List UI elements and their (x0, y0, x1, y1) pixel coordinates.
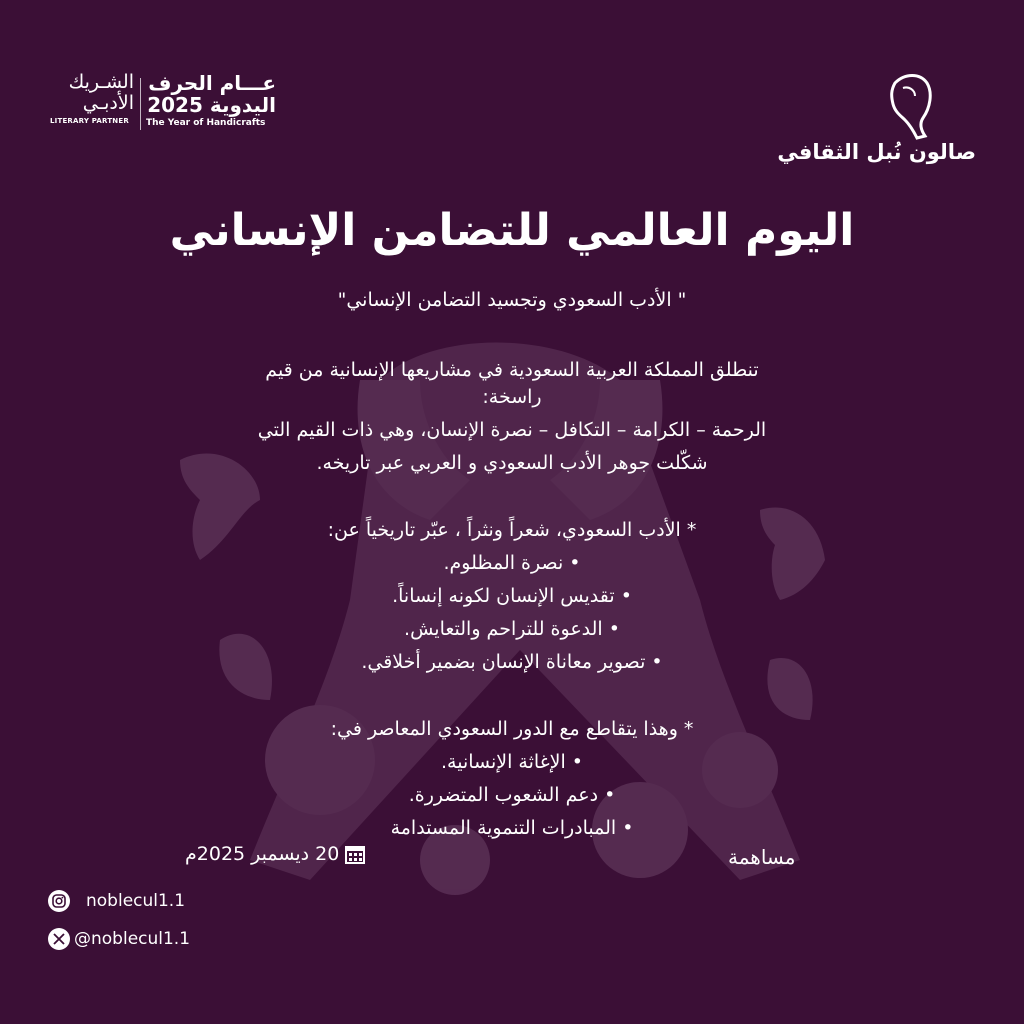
instagram-handle[interactable] (48, 890, 185, 912)
list-item: • المبادرات التنموية المستدامة (390, 817, 634, 839)
section2-heading: * وهذا يتقاطع مع الدور السعودي المعاصر في: (330, 718, 694, 740)
year-english: The Year of Handicrafts (146, 118, 266, 128)
contribution-label: مساهمة (728, 845, 796, 869)
page-title: اليوم العالمي للتضامن الإنساني (169, 205, 855, 256)
section1-heading: * الأدب السعودي، شعراً ونثراً ، عبّر تاريخياً عن: (327, 519, 697, 541)
list-item: • دعم الشعوب المتضررة. (408, 784, 616, 806)
partner-english: LITERARY PARTNER (50, 117, 129, 125)
calendar-icon (345, 844, 365, 864)
year-line-1: عـــام الحرف (148, 71, 276, 95)
year-line-2: اليدوية 2025 (147, 93, 276, 117)
intro-line: تنطلق المملكة العربية السعودية في مشاريعها الإنسانية من قيم (265, 359, 759, 381)
salon-name: صالون نُبل الثقافي (777, 140, 976, 164)
list-item: • الإغاثة الإنسانية. (441, 751, 583, 773)
instagram-icon (48, 890, 70, 912)
instagram-text: noblecul1.1 (86, 891, 186, 911)
x-icon (48, 928, 70, 950)
subtitle: " الأدب السعودي وتجسيد التضامن الإنساني" (337, 289, 687, 311)
main-text (212, 354, 812, 845)
list-item: • الدعوة للتراحم والتعايش. (404, 618, 620, 640)
list-item: • تصوير معاناة الإنسان بضمير أخلاقي. (361, 651, 663, 673)
horse-logo-icon (875, 68, 945, 143)
list-item: • نصرة المظلوم. (443, 552, 581, 574)
partner-line-2: الأدبـي (82, 92, 134, 114)
logo-divider (140, 78, 141, 130)
x-text: @noblecul1.1 (74, 929, 191, 949)
partner-line-1: الشـريك (68, 71, 134, 93)
year-of-handicrafts-logo (146, 72, 276, 128)
x-handle[interactable] (48, 928, 190, 950)
list-item: • تقديس الإنسان لكونه إنساناً. (392, 585, 632, 607)
intro-line: شكّلت جوهر الأدب السعودي و العربي عبر تاريخه. (316, 452, 708, 474)
intro-line: راسخة: (482, 386, 542, 408)
date-text: 20 ديسمبر 2025م (185, 843, 340, 865)
literary-partner-logo (50, 72, 134, 125)
intro-line: الرحمة – الكرامة – التكافل – نصرة الإنسان، وهي ذات القيم التي (257, 419, 767, 441)
date-row (185, 843, 365, 865)
salon-logo (777, 68, 980, 183)
